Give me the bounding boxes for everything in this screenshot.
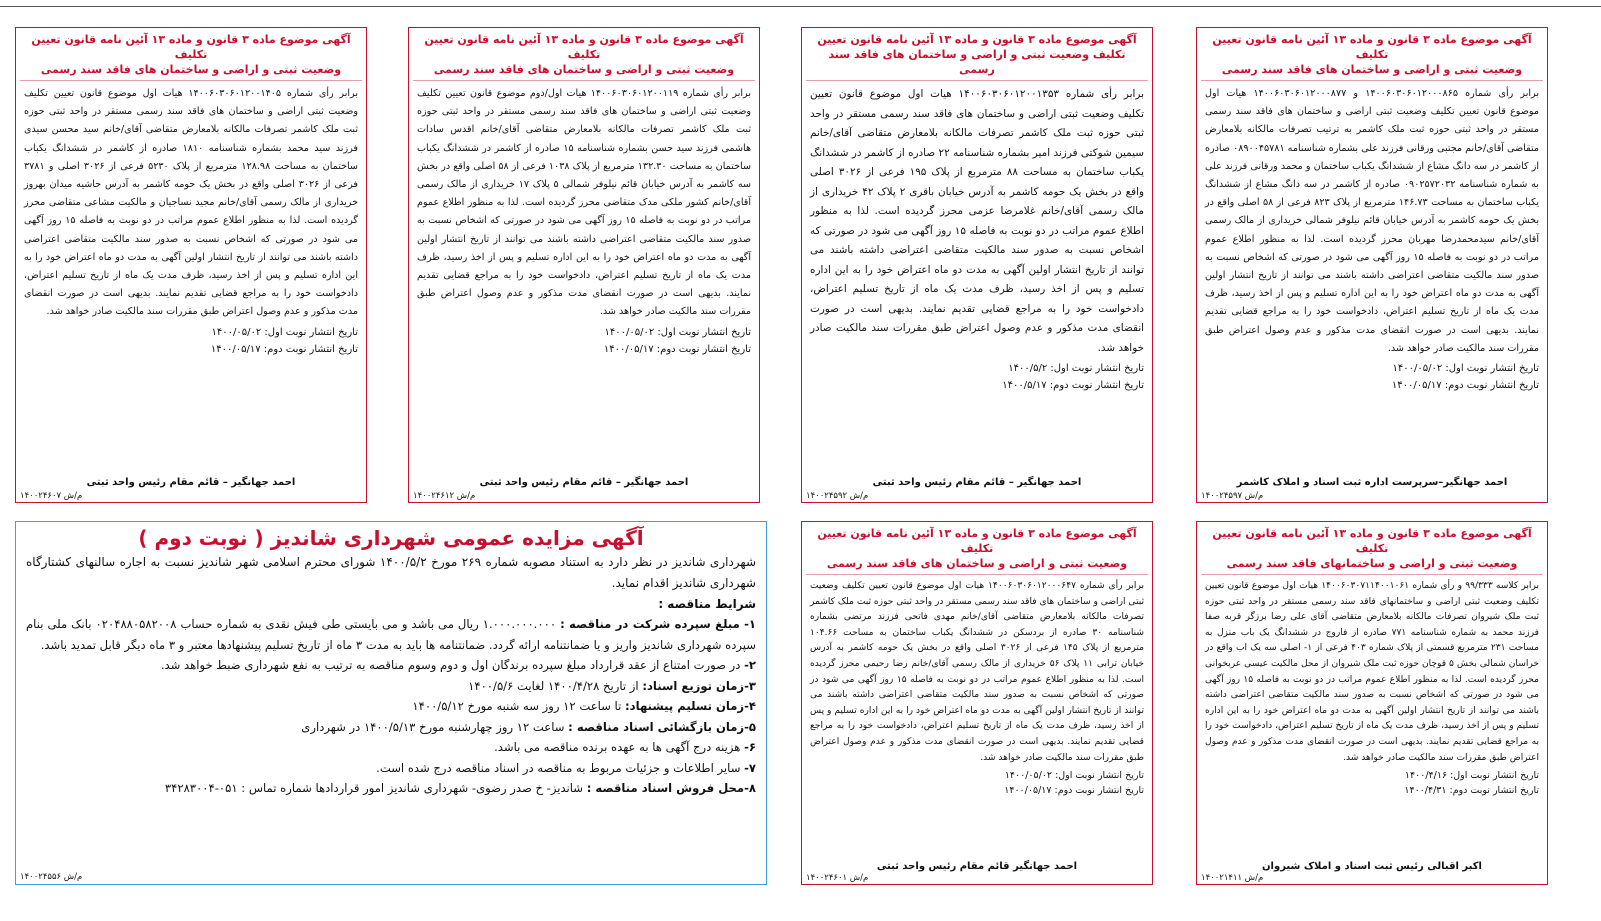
registry-ad-top-3 — [408, 27, 760, 503]
ad-date-first: تاریخ انتشار نوبت اول: ۱۴۰۰/۰۵/۰۲ — [211, 326, 358, 338]
condition-text: از تاریخ ۱۴۰۰/۴/۲۸ لغایت ۱۴۰۰/۵/۶ — [468, 678, 639, 693]
registry-ad-top-1 — [1196, 27, 1548, 503]
auction-condition-8 — [16, 778, 766, 799]
ad-body: برابر رأی شماره ۱۴۰۰۶۰۳۰۶۰۱۲۰۰۰۶۴۷ هیات اول موضوع قانون تعیین تکلیف وضعیت ثبتی اراضی و ساختمان های فاقد سند رسمی مستقر در واحد ثبتی حوزه ثبت ملک کاشمر تصرفات مالکانه بلامعارض متقاضی آقای/خانم مهدی فاتحی فرزند مرتضی بشماره شناسنامه ۳۰ صادره از بردسکن در ششدانگ یکباب ساختمان به مساحت ۱۰۴.۶۶ مترمربع از پلاک ۱۴۵ فرعی از ۳۰۲۶ اصلی واقع در بخش یک حومه کاشمر به آدرس خیابان ترابی ۱۱ پلاک ۵۶ خریداری از مالک رسمی آقای/خانم رضا رحیمی محرز گردیده است. لذا به منظور اطلاع عموم مراتب در دو نوبت به فاصله ۱۵ روز آگهی می شود در صورتی که اشخاص نسبت به صدور سند مالکیت متقاضی اعتراضی داشته باشند می توانند از تاریخ انتشار اولین آگهی به مدت دو ماه اعتراض خود را به این اداره تسلیم و پس از اخذ رسید، ظرف مدت یک ماه از تاریخ تسلیم اعتراض، دادخواست خود را به مراجع قضایی تقدیم نمایند. بدیهی است در صورت انقضای مدت مذکور و عدم وصول اعتراض طبق مقررات سند مالکیت صادر خواهد شد. — [810, 581, 1145, 763]
ad-signature: اکبر اقبالی رئیس ثبت اسناد و املاک شیروان — [1262, 861, 1482, 872]
ad-heading-line1: آگهی موضوع ماده ۳ قانون و ماده ۱۳ آئین نامه قانون تعیین تکلیف — [31, 33, 351, 61]
ad-heading — [20, 28, 362, 81]
ad-code: ۱۴۰۰۲۴۶۱۲ م/ش — [413, 491, 476, 501]
ad-heading-line2: وضعیت ثبتی و اراضی و ساختمان های فاقد سند رسمی — [433, 63, 735, 76]
ad-heading — [806, 28, 1148, 81]
ad-signature: احمد جهانگیر – قائم مقام رئیس واحد ثبتی — [479, 477, 689, 488]
condition-text: تا ساعت ۱۲ روز سه شنبه مورخ ۱۴۰۰/۵/۱۲ — [412, 699, 622, 713]
ad-heading-line2: وضعیت ثبتی و اراضی و ساختمان های فاقد سند رسمی — [826, 557, 1128, 570]
ad-heading-line1: آگهی موضوع ماده ۳ قانون و ماده ۱۳ آئین نامه قانون تعیین تکلیف — [1212, 527, 1532, 555]
ad-date-second: تاریخ انتشار نوبت دوم: ۱۴۰۰/۰۵/۱۷ — [1391, 380, 1539, 392]
ad-date-first: تاریخ انتشار نوبت اول: ۱۴۰۰/۴/۱۶ — [1404, 770, 1539, 782]
auction-code: ۱۴۰۰۲۴۵۵۶ م/ش — [20, 872, 83, 882]
ad-signature: احمد جهانگیر – قائم مقام رئیس واحد ثبتی — [86, 477, 296, 488]
page-top-rule — [0, 6, 1601, 7]
ad-heading-line1: آگهی موضوع ماده ۳ قانون و ماده ۱۳ آئین نامه قانون تعیین — [817, 33, 1137, 46]
ad-heading — [1201, 522, 1543, 575]
ad-heading-line1: آگهی موضوع ماده ۳ قانون و ماده ۱۳ آئین نامه قانون تعیین تکلیف — [424, 33, 744, 61]
ad-heading — [413, 28, 755, 81]
shandiz-auction-notice — [15, 521, 767, 885]
ad-date-first: تاریخ انتشار نوبت اول: ۱۴۰۰/۵/۲ — [1008, 363, 1144, 374]
auction-condition-4 — [16, 696, 766, 717]
ad-body: برابر رأی شماره ۱۴۰۰۶۰۳۰۶۰۱۲۰۰۱۱۹ هیات اول/دوم موضوع قانون تعیین تکلیف وضعیت ثبتی اراضی و ساختمان های فاقد سند رسمی مستقر در واحد ثبتی حوزه ثبت ملک کاشمر تصرفات مالکانه بلامعارض متقاضی آقای/خانم اقدس سادات هاشمی فرزند سید حسن بشماره شناسنامه ۱۵ صادره از کاشمر در ششدانگ یکباب ساختمان به مساحت ۱۳۲.۳۰ مترمربع از پلاک ۱۰۳۸ فرعی از ۵۸ اصلی واقع در بخش سه کاشمر به آدرس خیابان قائم نیلوفر شمالی ۵ پلاک ۱۷ خریداری از مالک رسمی آقای/خانم کشور ملکی مدک متقاضی محرز گردیده است. لذا به منظور اطلاع عموم مراتب در دو نوبت به فاصله ۱۵ روز آگهی می شود در صورتی که اشخاص نسبت به صدور سند مالکیت متقاضی اعتراضی داشته باشند می توانند از تاریخ انتشار اولین آگهی به مدت دو ماه اعتراض خود را به این اداره تسلیم و پس از اخذ رسید، ظرف مدت یک ماه از تاریخ تسلیم اعتراض، دادخواست خود را به مراجع قضایی تقدیم نمایند. بدیهی است در صورت انقضای مدت مذکور و عدم وصول اعتراض طبق مقررات سند مالکیت صادر خواهد شد. — [417, 88, 751, 318]
ad-heading-line2: تکلیف وضعیت ثبتی و اراضی و ساختمان های فاقد سند رسمی — [828, 48, 1126, 76]
ad-signature: احمد جهانگیر–سرپرست اداره ثبت اسناد و املاک کاشمر — [1236, 477, 1508, 488]
auction-condition-5 — [16, 717, 766, 738]
ad-body: برابر رأی شماره ۱۴۰۰۶۰۳۰۶۰۱۲۰۰۱۳۵۳ هیات اول موضوع قانون تعیین تکلیف وضعیت ثبتی اراضی و ساختمان های فاقد سند رسمی مستقر در واحد ثبتی حوزه ثبت ملک کاشمر تصرفات مالکانه بلامعارض متقاضی آقای/خانم سیمین شوکتی فرزند امیر بشماره شناسنامه ۲۲ صادره از کاشمر در ششدانگ یکباب ساختمان به مساحت ۸۸ مترمربع از پلاک ۱۹۵ فرعی از ۳۰۲۶ اصلی واقع در بخش یک حومه کاشمر به آدرس خیابان باقری ۲ پلاک ۴۲ خریداری از مالک رسمی آقای/خانم غلامرضا عزمی محرز گردیده است. لذا به منظور اطلاع عموم مراتب در دو نوبت به فاصله ۱۵ روز آگهی می شود در صورتی که اشخاص نسبت به صدور سند مالکیت متقاضی اعتراضی داشته باشند می توانند از تاریخ انتشار اولین آگهی به مدت دو ماه اعتراض خود را به این اداره تسلیم و پس از اخذ رسید، ظرف مدت یک ماه از تاریخ تسلیم اعتراض، دادخواست خود را به مراجع قضایی تقدیم نمایند. بدیهی است در صورت انقضای مدت مذکور و عدم وصول اعتراض طبق مقررات سند مالکیت صادر خواهد شد. — [810, 88, 1145, 354]
auction-condition-3 — [16, 676, 766, 697]
condition-text: سایر اطلاعات و جزئیات مربوط به مناقصه در اسناد مناقصه درج شده است. — [376, 760, 741, 775]
ad-heading-line2: وضعیت ثبتی و اراضی و ساختمان های فاقد سند رسمی — [40, 63, 342, 76]
condition-label: ۸-محل فروش اسناد مناقصه : — [586, 781, 756, 795]
condition-label: ۵-زمان بازگشائی اسناد مناقصه : — [568, 719, 756, 734]
condition-text: هزینه درج آگهی ها به عهده برنده مناقصه می باشد. — [494, 740, 741, 754]
ad-code: ۱۴۰۰۲۴۵۹۷ م/ش — [1201, 491, 1264, 501]
ad-heading — [1201, 28, 1543, 81]
ad-body: برابر کلاسه ۹۹/۳۳۳ و رأی شماره ۱۴۰۰۶۰۳۰۷۱۱۴۰۰۱۰۶۱ هیات اول موضوع قانون تعیین تکلیف وضعیت ثبتی اراضی و ساختمانهای فاقد سند رسمی مستقر در واحد ثبتی حوزه ثبت ملک شیروان تصرفات مالکانه بلامعارض متقاضی آقای علی رضا برزگر قربه صفا فرزند محمد به شماره شناسنامه ۷۷۱ صادره از فاروج در ششدانگ یک باب منزل به مساحت ۲۳۱ مترمربع قسمتی از پلاک شماره ۴۰۳ فرعی از ۱- اصلی سه یک اب واقع در خراسان شمالی بخش ۵ قوچان حوزه ثبت ملک شیروان از محل مالکیت عیسی عربخوانی محرز گردیده است. لذا به منظور اطلاع عموم مراتب در دو نوبت به فاصله ۱۵ روز آگهی می شود در صورتی که اشخاص نسبت به صدور سند مالکیت متقاضی اعتراضی داشته باشند می توانند از تاریخ انتشار اولین آگهی به مدت دو ماه اعتراض خود را به این اداره تسلیم و پس از اخذ رسید، ظرف مدت یک ماه از تاریخ تسلیم اعتراض، دادخواست خود را به مراجع قضایی تقدیم نمایند. بدیهی است در صورت انقضای مدت مذکور و عدم وصول اعتراض طبق مقررات سند مالکیت صادر خواهد شد. — [1205, 581, 1540, 763]
condition-label: ۱- مبلغ سپرده شرکت در مناقصه : — [560, 617, 756, 631]
auction-condition-7 — [16, 758, 766, 779]
ad-date-second: تاریخ انتشار نوبت دوم: ۱۴۰۰/۰۵/۱۷ — [1004, 785, 1144, 797]
ad-date-first: تاریخ انتشار نوبت اول: ۱۴۰۰/۰۵/۰۲ — [1004, 770, 1144, 782]
condition-label: ۴-زمان تسلیم پیشنهاد: — [625, 699, 756, 713]
ad-code: ۱۴۰۰۲۱۴۱۱ م/ش — [1201, 873, 1264, 883]
ad-date-second: تاریخ انتشار نوبت دوم: ۱۴۰۰/۰۵/۱۷ — [210, 343, 358, 355]
ad-heading-line2: وضعیت ثبتی و اراضی و ساختمانهای فاقد سند رسمی — [1226, 557, 1518, 570]
ad-code: ۱۴۰۰۲۴۶۰۱ م/ش — [806, 873, 869, 883]
condition-text: شاندیز- خ صدر رضوی- شهرداری شاندیز امور قراردادها شماره تماس : ۰۵۱-۳۴۲۸۳۰۰۴ — [164, 781, 584, 795]
condition-label: ۲- — [744, 658, 756, 672]
condition-label: ۳-زمان توزیع اسناد: — [642, 678, 756, 693]
ad-code: ۱۴۰۰۲۴۶۰۷ م/ش — [20, 491, 83, 501]
registry-ad-bottom-1 — [1196, 521, 1548, 885]
ad-heading-line1: آگهی موضوع ماده ۳ قانون و ماده ۱۳ آئین نامه قانون تعیین تکلیف — [817, 527, 1137, 555]
ad-code: ۱۴۰۰۲۴۵۹۲ م/ش — [806, 491, 869, 501]
auction-title: آگهی مزایده عمومی شهرداری شاندیز ( نوبت دوم ) — [138, 526, 644, 550]
auction-condition-2 — [16, 655, 766, 676]
ad-heading-line1: آگهی موضوع ماده ۳ قانون و ماده ۱۳ آئین نامه قانون تعیین تکلیف — [1212, 33, 1532, 61]
ad-heading-line2: وضعیت ثبتی و اراضی و ساختمان های فاقد سند رسمی — [1221, 63, 1523, 76]
ad-date-second: تاریخ انتشار نوبت دوم: ۱۴۰۰/۰۵/۱۷ — [603, 343, 751, 355]
ad-date-second: تاریخ انتشار نوبت دوم: ۱۴۰۰/۵/۱۷ — [1002, 380, 1144, 391]
ad-date-second: تاریخ انتشار نوبت دوم: ۱۴۰۰/۴/۳۱ — [1404, 785, 1539, 797]
auction-conditions-heading: شرایط مناقصه : — [658, 597, 756, 611]
ad-heading — [806, 522, 1148, 575]
registry-ad-top-4 — [15, 27, 367, 503]
registry-ad-top-2 — [801, 27, 1153, 503]
condition-label: ۷- — [744, 760, 756, 775]
condition-text: در صورت امتناع از عقد قرارداد مبلغ سپرده برندگان اول و دوم وسوم مناقصه به ترتیب به نفع شهرداری ضبط خواهد شد. — [160, 658, 741, 672]
ad-body: برابر رأی شماره ۱۴۰۰۶۰۳۰۶۰۱۲۰۰۱۴۰۵ هیات اول موضوع قانون تعیین تکلیف وضعیت ثبتی اراضی و ساختمان های فاقد سند رسمی مستقر در واحد ثبتی حوزه ثبت ملک کاشمر تصرفات مالکانه بلامعارض متقاضی آقای/خانم سید محسن سیدی فرزند سید محمد بشماره شناسنامه ۱۸۱۰ صادره از کاشمر در ششدانگ یکباب ساختمان به مساحت ۱۲۸.۹۸ مترمربع از پلاک ۵۲۳۰ فرعی از ۳۰۲۶ اصلی و ۳۷۸۱ فرعی از ۳۰۲۶ اصلی واقع در بخش یک حومه کاشمر به آدرس حاشیه میدان بهروز خریداری از مالک رسمی آقای/خانم مجید نساجیان و مالکیت مشاعی متقاضی محرز گردیده است. لذا به منظور اطلاع عموم مراتب در دو نوبت به فاصله ۱۵ روز آگهی می شود در صورتی که اشخاص نسبت به صدور سند مالکیت متقاضی اعتراضی داشته باشند می توانند از تاریخ انتشار اولین آگهی به مدت دو ماه اعتراض خود را به این اداره تسلیم و پس از اخذ رسید، ظرف مدت یک ماه از تاریخ تسلیم اعتراض، دادخواست خود را به مراجع قضایی تقدیم نمایند. بدیهی است در صورت انقضای مدت مذکور و عدم وصول اعتراض طبق مقررات سند مالکیت صادر خواهد شد. — [24, 88, 358, 318]
condition-text: ساعت ۱۲ روز چهارشنبه مورخ ۱۴۰۰/۵/۱۳ در شهرداری — [301, 719, 565, 734]
ad-body: برابر رأی شماره ۱۴۰۰۶۰۳۰۶۰۱۲۰۰۰۸۶۵ و ۱۴۰۰۶۰۳۰۶۰۱۲۰۰۰۸۷۷ هیات اول موضوع قانون تعیین تکلیف وضعیت ثبتی اراضی و ساختمان های فاقد سند رسمی مستقر در واحد ثبتی حوزه ثبت ملک کاشمر به ترتیب تصرفات مالکانه بلامعارض متقاضی آقای/خانم مجتبی ورقانی فرزند علی بشماره شناسنامه ۰۸۹۰۰۴۵۷۸۱ صادره از کاشمر در سه دانگ مشاع از ششدانگ یکباب ساختمان و محمد ورقانی فرزند علی به شماره شناسنامه ۰۹۰۲۵۷۲۰۳۲ صادره از کاشمر در سه دانگ مشاع از ششدانگ یکباب ساختمان به مساحت ۱۴۶.۷۳ مترمربع از پلاک ۸۲۳ فرعی از ۵۸ اصلی واقع در بخش یک حومه کاشمر به آدرس خیابان قائم نیلوفر شمالی خریداری از مالک رسمی آقای/خانم سیدمحمدرضا مهربان محرز گردیده است. لذا به منظور اطلاع عموم مراتب در دو نوبت به فاصله ۱۵ روز آگهی می شود در صورتی که اشخاص نسبت به صدور سند مالکیت متقاضی اعتراضی داشته باشند می توانند از تاریخ انتشار اولین آگهی به مدت دو ماه اعتراض خود را به این اداره تسلیم و پس از اخذ رسید، ظرف مدت یک ماه از تاریخ تسلیم اعتراض، دادخواست خود را به مراجع قضایی تقدیم نمایند. بدیهی است در صورت انقضای مدت مذکور و عدم وصول اعتراض طبق مقررات سند مالکیت صادر خواهد شد. — [1205, 88, 1540, 354]
condition-text: ۱.۰۰۰.۰۰۰.۰۰۰ ریال می باشد و می بایستی طی فیش نقدی به شماره حساب ۰۲۰۴۸۸۰۵۸۲۰۰۸ بانک ملی بنام سپرده شهرداری شاندیز واریز و یا ضمانتنامه ارائه گردد. ضمانتنامه ها باید به مدت ۳ ماه از تاریخ تسلیم پیشنهادها معتبر و ۳ ماه دیگر قابل تمدید باشد. — [26, 617, 756, 652]
auction-condition-6 — [16, 737, 766, 758]
auction-intro: شهرداری شاندیز در نظر دارد به استناد مصوبه شماره ۲۶۹ مورخ ۱۴۰۰/۵/۲ شورای محترم اسلامی شهر شاندیز نسبت به اجاره سالنهای کشتارگاه شهرداری شاندیز اقدام نماید. — [26, 555, 757, 590]
ad-date-first: تاریخ انتشار نوبت اول: ۱۴۰۰/۰۵/۰۲ — [604, 326, 751, 338]
registry-ad-bottom-2 — [801, 521, 1153, 885]
ad-date-first: تاریخ انتشار نوبت اول: ۱۴۰۰/۰۵/۰۲ — [1392, 363, 1539, 375]
ad-signature: احمد جهانگیر – قائم مقام رئیس واحد ثبتی — [872, 477, 1082, 488]
condition-label: ۶- — [744, 740, 756, 754]
auction-condition-1 — [16, 614, 766, 655]
ad-signature: احمد جهانگیر قائم مقام رئیس واحد ثبتی — [876, 861, 1078, 872]
